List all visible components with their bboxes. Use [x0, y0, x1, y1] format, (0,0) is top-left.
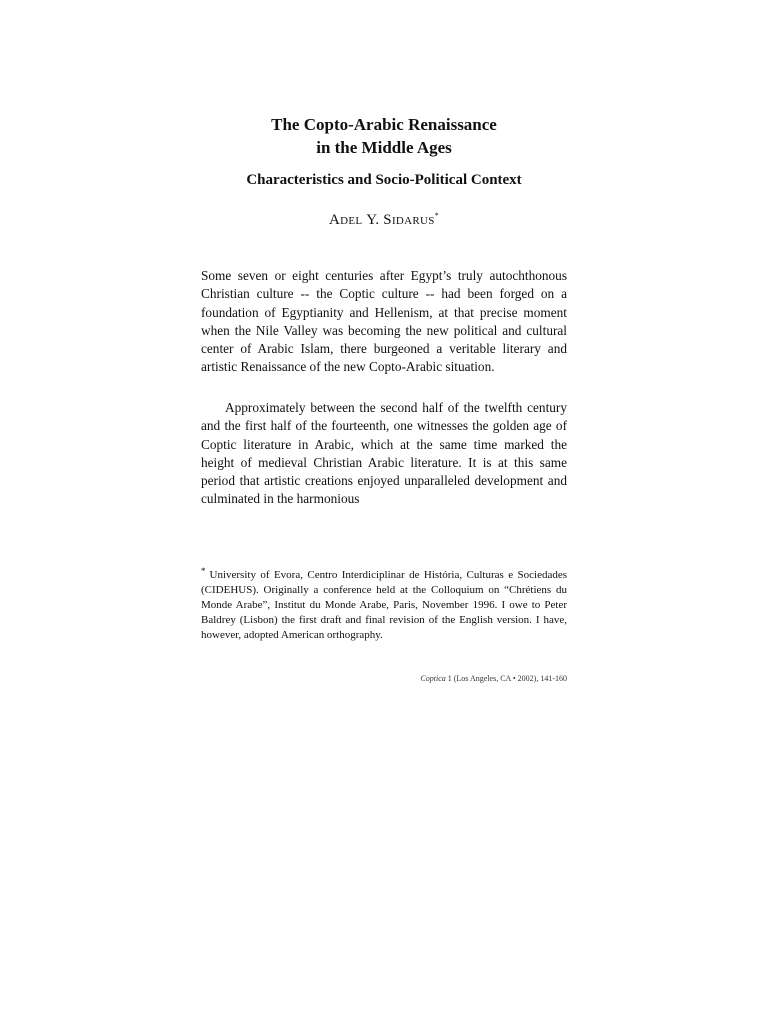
author-first-rest: DEL	[340, 215, 363, 227]
author-first-initial: A	[328, 212, 341, 228]
footnote	[201, 568, 567, 643]
article-title-line-2: in the Middle Ages	[316, 138, 452, 157]
body-paragraph-2: Approximately between the second half of the twelfth century and the first half of the fourteenth, one witnesses the golden age of Coptic literature in Arabic, which at the same time marked the height of medieval Christian Arabic literature. It is at this same period that artistic creations enjoyed unparalleled development and culminated in the harmonious	[201, 400, 567, 507]
author-last-initial: S	[383, 212, 392, 228]
journal-citation	[201, 674, 567, 684]
article-subtitle: Characteristics and Socio-Political Context	[246, 172, 522, 188]
author-middle-initial: Y.	[366, 212, 380, 228]
footnote-text: University of Evora, Centro Interdiciplinar de História, Culturas e Sociedades (CIDEHUS). Originally a conference held at the Colloquium on “Chrétiens du Monde Arabe”, Institut du Monde Arabe, Paris, November 1996. I owe to Peter Baldrey (Lisbon) the first draft and final revision of the English version. I have, however, adopted American orthography.	[201, 569, 567, 641]
body-paragraph-1: Some seven or eight centuries after Egypt’s truly autochthonous Christian culture -- the Coptic culture -- had been forged on a foundation of Egyptianity and Hellenism, at that precise moment when the Nile Valley was becoming the new political and cultural center of Arabic Islam, there burgeoned a veritable literary and artistic Renaissance of the new Copto-Arabic situation.	[201, 268, 567, 375]
citation-details: 1 (Los Angeles, CA • 2002), 141-160	[447, 674, 567, 683]
author-last-rest: IDARUS	[391, 215, 435, 227]
article-title-line-1: The Copto-Arabic Renaissance	[271, 115, 497, 134]
citation-journal: Coptica	[420, 674, 446, 683]
author-footnote-mark: *	[434, 211, 440, 220]
footnote-mark: *	[201, 566, 206, 576]
author-name	[0, 210, 768, 231]
